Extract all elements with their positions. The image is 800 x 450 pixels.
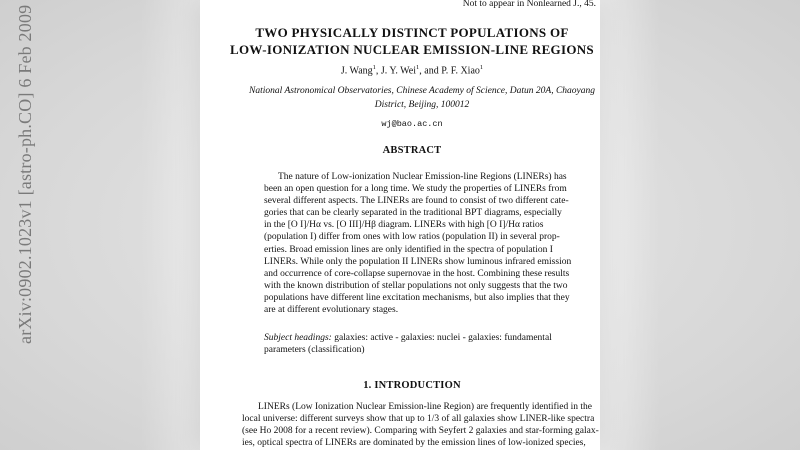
subject-headings-line-1: galaxies: active - galaxies: nuclei - galaxies: fundamental <box>334 333 552 343</box>
author-name: P. F. Xiao <box>441 65 480 77</box>
abstract-line: (population I) differ from ones with low ratios (population II) in several prop- <box>264 232 560 243</box>
subject-headings-line-2: parameters (classification) <box>264 345 365 356</box>
introduction-body <box>242 401 600 449</box>
author-separator: , <box>375 65 381 77</box>
abstract-line: in the [O I]/Hα vs. [O III]/Hβ diagram. LINERs with high [O I]/Hα ratios <box>264 220 544 231</box>
arxiv-identifier-stamp: arXiv:0902.1023v1 [astro-ph.CO] 6 Feb 2009 <box>15 4 35 344</box>
author-name: J. Wang <box>340 65 373 77</box>
abstract-line: with the known distribution of stellar populations not only suggests that the two <box>264 280 568 291</box>
affiliation-mark: 1 <box>416 64 420 71</box>
abstract-line: gories that can be clearly separated in the traditional BPT diagrams, especially <box>264 208 562 219</box>
affiliation-mark: 1 <box>372 64 376 71</box>
affiliation-line-2: District, Beijing, 100012 <box>374 100 470 110</box>
author-email[interactable]: wj@bao.ac.cn <box>381 119 443 129</box>
abstract-line: LINERs. While only the population II LINERs show luminous infrared emission <box>264 256 572 267</box>
abstract-body <box>264 171 580 316</box>
affiliation <box>244 84 600 112</box>
intro-line: (see Ho 2008 for a recent review). Comparing with Seyfert 2 galaxies and star-forming galax- <box>242 426 599 437</box>
abstract-line: populations have different line excitation mechanisms, but also implies that they <box>264 292 570 303</box>
affiliation-line-1: National Astronomical Observatories, Chinese Academy of Science, Datun 20A, Chaoyang <box>249 86 595 96</box>
author-list <box>222 64 602 76</box>
author-separator: , and <box>419 65 442 77</box>
abstract-line: been an open question for a long time. We study the properties of LINERs from <box>264 184 567 195</box>
running-head: Not to appear in Nonlearned J., 45. <box>462 0 596 9</box>
intro-line: ies, optical spectra of LINERs are dominated by the emission lines of low-ionized species, <box>242 438 586 449</box>
abstract-line: are at different evolutionary stages. <box>264 305 399 316</box>
author-name: J. Y. Wei <box>380 65 417 77</box>
abstract-heading: ABSTRACT <box>382 145 442 156</box>
paper-title-line-1: TWO PHYSICALLY DISTINCT POPULATIONS OF <box>255 25 569 40</box>
abstract-line: several different aspects. The LINERs are found to consist of two different cate- <box>264 196 569 207</box>
subject-headings <box>264 332 580 356</box>
paper-page <box>200 0 600 450</box>
abstract-line: and occurrence of core-collapse supernovae in the host. Combining these results <box>264 268 570 279</box>
subject-headings-label: Subject headings: <box>264 333 332 343</box>
affiliation-mark: 1 <box>479 64 484 71</box>
abstract-line: The nature of Low-ionization Nuclear Emission-line Regions (LINERs) has <box>278 172 567 182</box>
intro-line: local universe: different surveys show that up to 1/3 of all galaxies show LINER-like spectra <box>242 414 595 425</box>
section-heading-introduction: 1. INTRODUCTION <box>363 380 461 391</box>
abstract-line: erties. Broad emission lines are only identified in the spectra of population I <box>264 244 553 255</box>
intro-line: LINERs (Low Ionization Nuclear Emission-line Region) are frequently identified in the <box>258 402 592 412</box>
paper-title-line-2: LOW-IONIZATION NUCLEAR EMISSION-LINE REGIONS <box>230 42 594 57</box>
